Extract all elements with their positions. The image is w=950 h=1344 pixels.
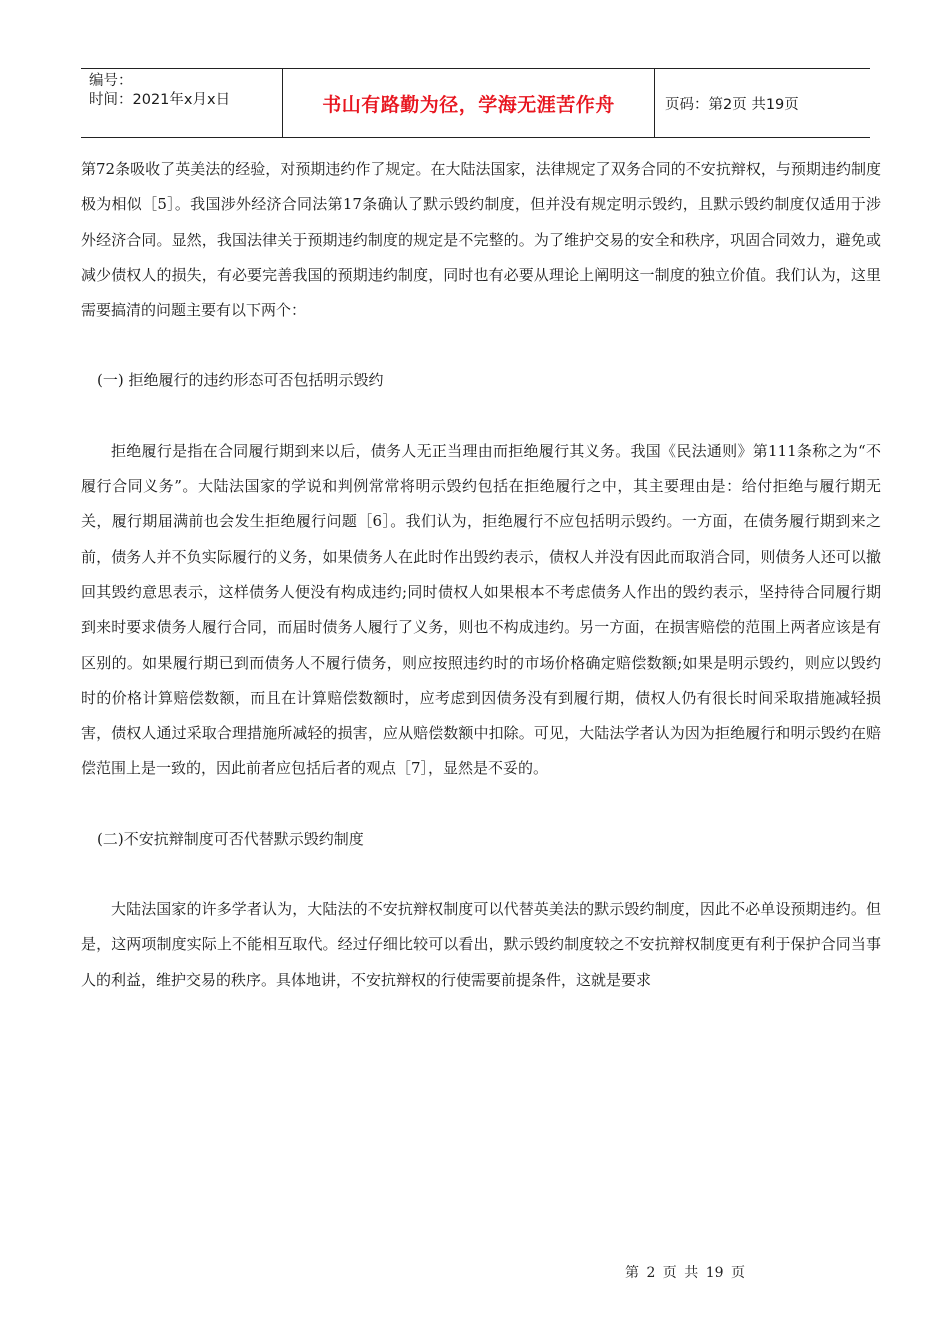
paragraph-continued: 第72条吸收了英美法的经验，对预期违约作了规定。在大陆法国家，法律规定了双务合同的不安抗辩权，与预期违约制度极为相似［5］。我国涉外经济合同法第17条确认了默示毁约制度，但并没有规定明示毁约，且默示毁约制度仅适用于涉外经济合同。显然，我国法律关于预期违约制度的规定是不完整的。为了维护交易的安全和秩序，巩固合同效力，避免或减少债权人的损失，有必要完善我国的预期违约制度，同时也有必要从理论上阐明这一制度的独立价值。我们认为，这里需要搞清的问题主要有以下两个： — [81, 160, 881, 320]
page-footer: 第 2 页 共 19 页 — [625, 1265, 745, 1281]
header-meta — [81, 69, 283, 137]
section-heading-2: (二)不安抗辩制度可否代替默示毁约制度 — [97, 829, 364, 848]
header-motto: 书山有路勤为径，学海无涯苦作舟 — [283, 69, 655, 137]
page-header — [81, 68, 870, 138]
document-number-label: 编号： — [89, 73, 133, 89]
document-date-label: 时间：2021年x月x日 — [89, 92, 231, 108]
document-body — [81, 152, 881, 998]
paragraph-refusal-performance: 拒绝履行是指在合同履行期到来以后，债务人无正当理由而拒绝履行其义务。我国《民法通则》第111条称之为“不履行合同义务”。大陆法国家的学说和判例常常将明示毁约包括在拒绝履行之中，其主要理由是：给付拒绝与履行期无关，履行期届满前也会发生拒绝履行问题［6］。我们认为，拒绝履行不应包括明示毁约。一方面，在债务履行期到来之前，债务人并不负实际履行的义务，如果债务人在此时作出毁约表示，债权人并没有因此而取消合同，则债务人还可以撤回其毁约意思表示，这样债务人便没有构成违约;同时债权人如果根本不考虑债务人作出的毁约表示，坚持待合同履行期到来时要求债务人履行合同，而届时债务人履行了义务，则也不构成违约。另一方面，在损害赔偿的范围上两者应该是有区别的。如果履行期已到而债务人不履行债务，则应按照违约时的市场价格确定赔偿数额;如果是明示毁约，则应以毁约时的价格计算赔偿数额，而且在计算赔偿数额时，应考虑到因债务没有到履行期，债权人仍有很长时间采取措施减轻损害，债权人通过采取合理措施所减轻的损害，应从赔偿数额中扣除。可见，大陆法学者认为因为拒绝履行和明示毁约在赔偿范围上是一致的，因此前者应包括后者的观点［7］，显然是不妥的。 — [81, 441, 881, 778]
header-page-number: 页码：第2页 共19页 — [665, 96, 799, 113]
section-heading-1: (一) 拒绝履行的违约形态可否包括明示毁约 — [97, 371, 384, 390]
paragraph-defense-right: 大陆法国家的许多学者认为，大陆法的不安抗辩权制度可以代替英美法的默示毁约制度，因此不必单设预期违约。但是，这两项制度实际上不能相互取代。经过仔细比较可以看出，默示毁约制度较之不安抗辩权制度更有利于保护合同当事人的利益，维护交易的秩序。具体地讲，不安抗辩权的行使需要前提条件，这就是要求 — [81, 900, 881, 989]
